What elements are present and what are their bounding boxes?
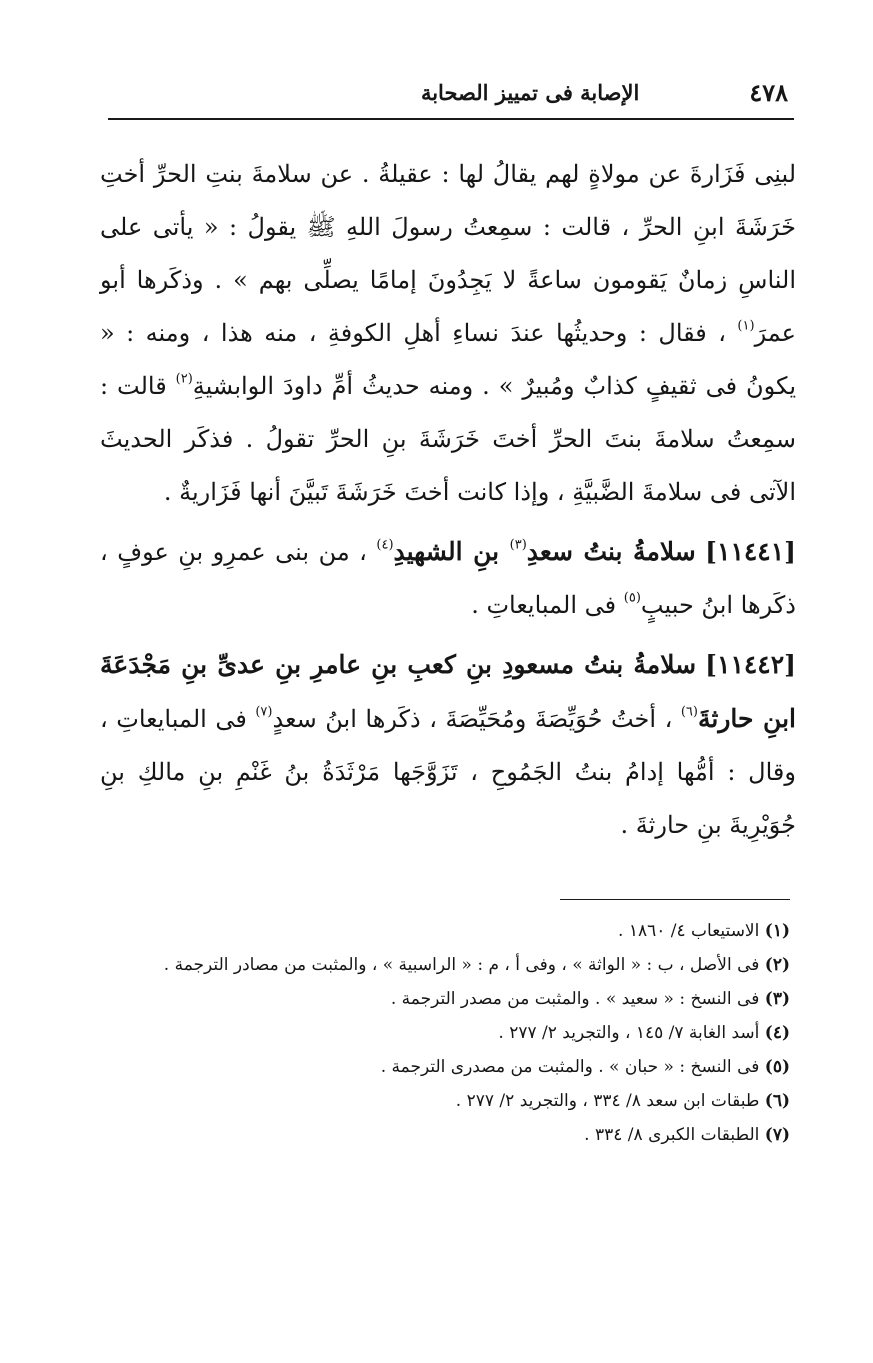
entry-name: سلامةُ بنتُ مسعودِ بنِ كعبِ بنِ عامرِ بنِ عدىِّ بنِ مَجْدَعَةَ ابنِ حارثةَ	[100, 650, 796, 733]
paragraph-text: لبنِى فَزَارةَ عن مولاةٍ لهم يقالُ لها : عقيلةُ . عن سلامةَ بنتِ الحرِّ أختِ خَرَشَةَ ابنِ الحرِّ ، قالت : سمِعتُ رسولَ اللهِ ﷺ يقولُ : « يأتى على الناسِ زمانٌ يَقومون ساعةً لا يَجِدُونَ إمامًا يصلِّى بهم » . وذكَرها أبو عمرَ	[100, 160, 796, 347]
footnote-text: طبقات ابن سعد ٨/ ٣٣٤ ، والتجريد ٢/ ٢٧٧ .	[455, 1091, 765, 1111]
footnote-text: الاستيعاب ٤/ ١٨٦٠ .	[618, 921, 765, 941]
entry-11441	[100, 525, 796, 632]
entry-number: [١١٤٤٢]	[705, 650, 796, 679]
paragraph-text: قالت : سمِعتُ سلامةَ بنتَ الحرِّ أختَ خَرَشَةَ بنِ الحرِّ تقولُ . فذكَر الحديثَ الآتى فى سلامةَ الضَّبيَّةِ ، وإذا كانت أختَ خَرَشَةَ تَبيَّنَ أنها فَزَاريةٌ .	[100, 372, 796, 506]
footnote-text: فى النسخ : « حبان » . والمثبت من مصدرى الترجمة .	[380, 1057, 765, 1077]
footnote-ref: (١)	[737, 318, 755, 334]
entry-text: ، أختُ حُوَيِّصَةَ ومُحَيِّصَةَ ، ذكَرها ابنُ سعدٍ	[272, 705, 681, 733]
footnote-text: فى النسخ : « سعيد » . والمثبت من مصدر الترجمة .	[390, 989, 765, 1009]
entry-number: [١١٤٤١]	[705, 537, 796, 566]
footnote-ref: (٧)	[255, 704, 273, 720]
main-text	[100, 148, 796, 858]
entry-name: بنِ الشهيدِ	[393, 537, 510, 566]
footnote-text: الطبقات الكبرى ٨/ ٣٣٤ .	[584, 1125, 765, 1145]
footnote-item	[150, 1084, 790, 1118]
footnote-ref: (٥)	[623, 590, 641, 606]
entry-text: فى المبايعاتِ .	[471, 591, 624, 619]
book-title: الإصابة فى تمييز الصحابة	[420, 79, 640, 105]
header-divider	[108, 118, 794, 120]
page-header	[108, 72, 788, 112]
footnote-text: أسد الغابة ٧/ ١٤٥ ، والتجريد ٢/ ٢٧٧ .	[498, 1023, 765, 1043]
footnote-label: (١)	[764, 921, 790, 941]
footnote-item	[150, 914, 790, 948]
footnote-item	[150, 982, 790, 1016]
page-number: ٤٧٨	[749, 77, 788, 107]
footnote-divider	[560, 899, 790, 900]
paragraph-intro	[100, 148, 796, 519]
entry-name: سلامةُ بنتُ سعدِ	[526, 537, 696, 566]
footnote-ref: (٣)	[509, 537, 527, 553]
entry-text: فى المبايعاتِ ، وقال : أمُّها إدامُ بنتُ الجَمُوحِ ، تَزَوَّجَها مَرْثَدَةُ بنُ غَنْمِ بنِ مالكِ بنِ جُوَيْرِيةَ بنِ حارثةَ .	[100, 705, 796, 839]
footnote-label: (٦)	[764, 1091, 790, 1111]
footnote-label: (٢)	[764, 955, 790, 975]
footnote-label: (٧)	[764, 1125, 790, 1145]
paragraph-text: ، فقال : وحديثُها عندَ نساءِ أهلِ الكوفةِ ، منه هذا ، ومنه : « يكونُ فى ثقيفٍ كذابٌ ومُبيرٌ » . ومنه حديثُ أمِّ داودَ الوابشيةِ	[100, 319, 796, 400]
footnote-label: (٤)	[764, 1023, 790, 1043]
entry-11442	[100, 638, 796, 852]
footnote-text: فى الأصل ، ب : « الواثة » ، وفى أ ، م : « الراسبية » ، والمثبت من مصادر الترجمة .	[163, 955, 765, 975]
footnote-ref: (٦)	[680, 704, 698, 720]
footnote-item	[150, 1050, 790, 1084]
footnote-item	[150, 948, 790, 982]
entry-text: ، من بنى عمرِو بنِ عوفٍ ، ذكَرها ابنُ حبيبٍ	[100, 538, 796, 619]
footnote-ref: (٢)	[175, 371, 193, 387]
footnote-item	[150, 1118, 790, 1152]
footnotes	[150, 914, 790, 1152]
footnote-label: (٣)	[764, 989, 790, 1009]
footnote-item	[150, 1016, 790, 1050]
footnote-ref: (٤)	[376, 537, 394, 553]
footnote-label: (٥)	[764, 1057, 790, 1077]
